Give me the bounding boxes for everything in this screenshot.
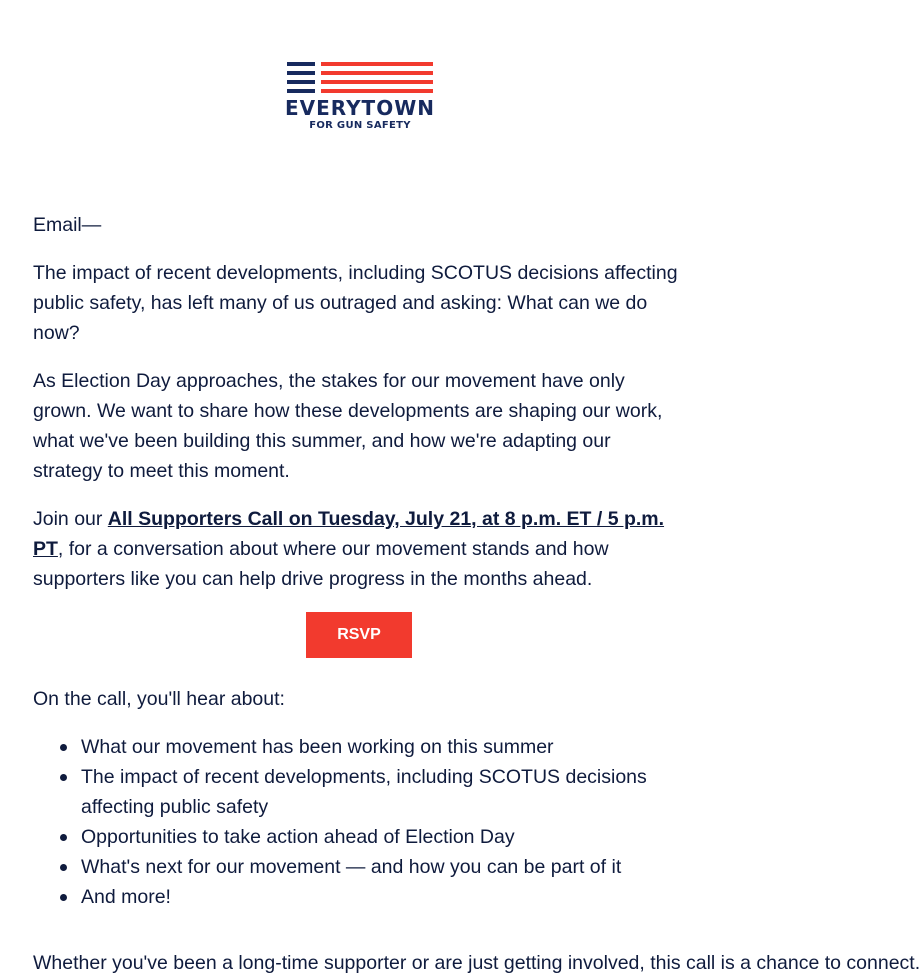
rsvp-button[interactable]: RSVP: [306, 612, 412, 658]
everytown-logo: [0, 62, 720, 132]
flag-stripes-icon: [287, 62, 433, 94]
paragraph-impact: The impact of recent developments, including SCOTUS decisions affecting public safety, has left many of us outraged and asking: What can we do now?: [33, 262, 678, 344]
logo-wordmark: EVERYTOWN: [284, 96, 436, 120]
list-intro: On the call, you'll hear about:: [33, 688, 285, 710]
list-item: What our movement has been working on this summer: [81, 732, 683, 762]
list-item: And more!: [81, 882, 683, 912]
email-body: [33, 210, 683, 912]
paragraph-join: [33, 504, 683, 594]
list-item: The impact of recent developments, including SCOTUS decisions affecting public safety: [81, 762, 683, 822]
join-suffix: , for a conversation about where our movement stands and how supporters like you can help drive progress in the months ahead.: [33, 538, 609, 590]
logo-tagline: FOR GUN SAFETY: [309, 120, 411, 131]
paragraph-cut-off: Whether you've been a long-time supporter or are just getting involved, this call is a chance to connect.: [33, 952, 920, 974]
rsvp-container: [33, 612, 683, 658]
join-prefix: Join our: [33, 508, 108, 530]
call-details-link[interactable]: All Supporters Call on Tuesday, July 21, at 8 p.m. ET / 5 p.m. PT: [33, 508, 665, 560]
list-item: What's next for our movement — and how you can be part of it: [81, 852, 683, 882]
topics-list: [33, 732, 683, 912]
salutation: Email—: [33, 214, 102, 236]
paragraph-election: As Election Day approaches, the stakes for our movement have only grown. We want to share how these developments are shaping our work, what we've been building this summer, and how we're adapting our strategy to meet this moment.: [33, 370, 663, 482]
list-item: Opportunities to take action ahead of Election Day: [81, 822, 683, 852]
